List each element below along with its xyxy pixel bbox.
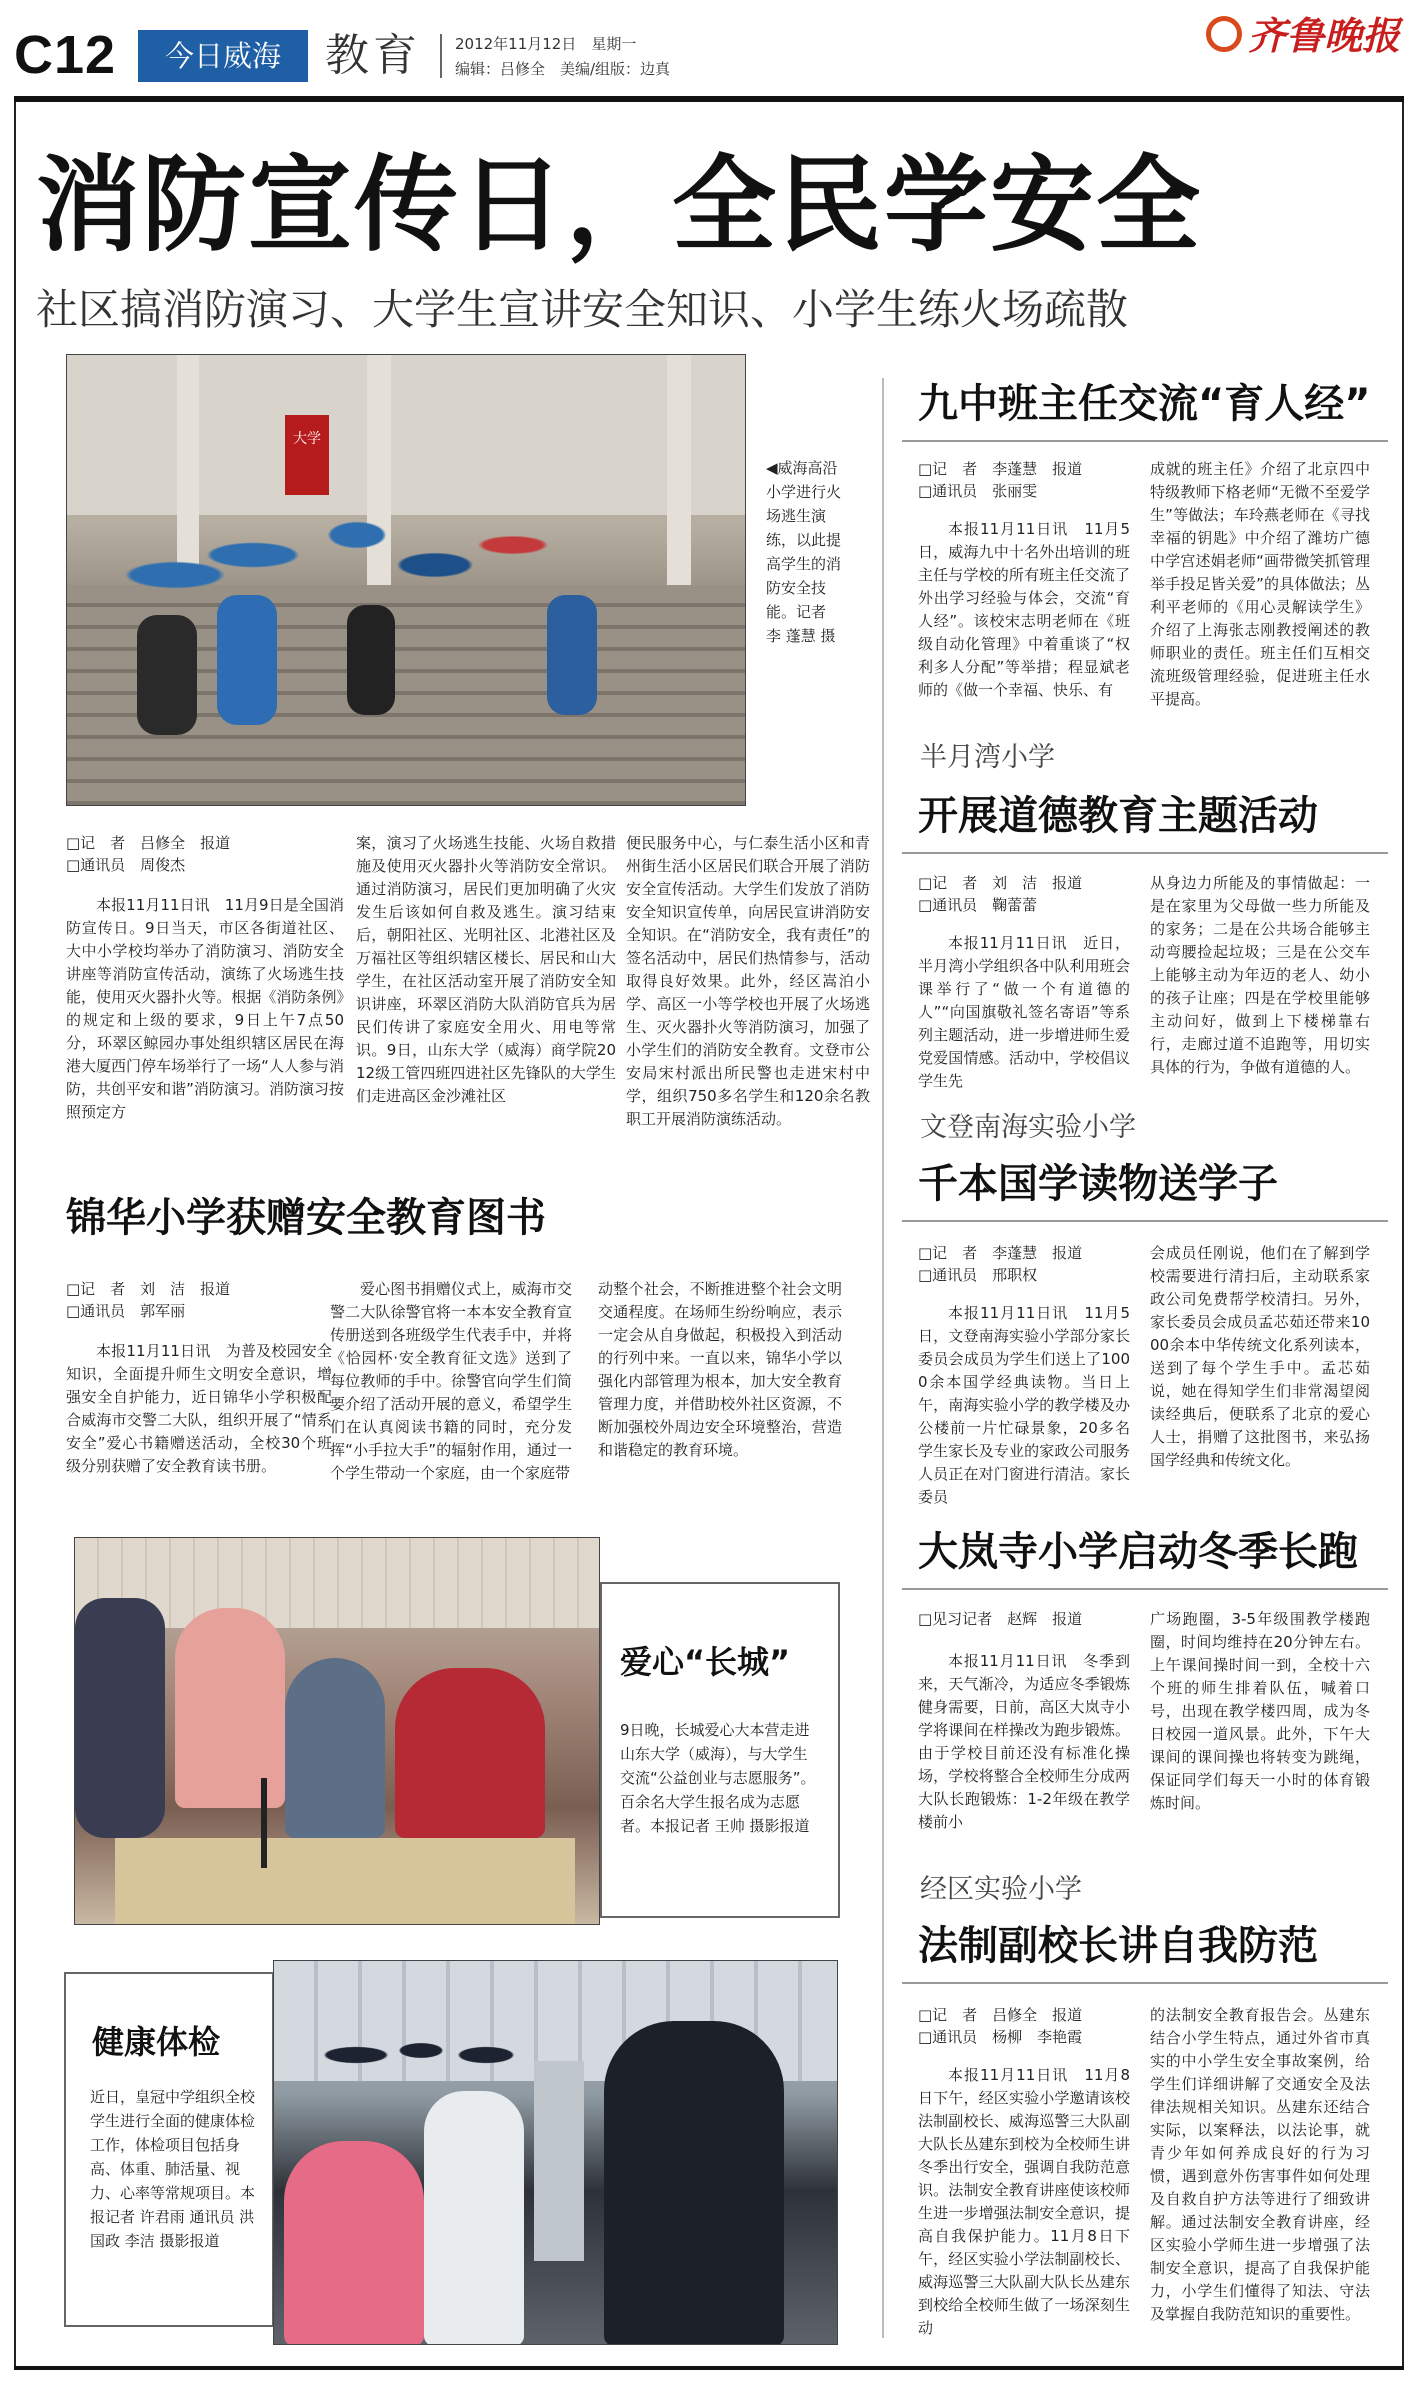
right-article-4-col2: 广场跑圈，3-5年级围教学楼跑圈，时间均维持在20分钟左右。上午课间操时间一到，全校十六个班的师生排着队伍，喊着口号，出现在教学楼四周，成为冬日校园一道风景。此外，下午大课间的课间操也将转变为跳绳，保证同学们每天一小时的体育锻炼时间。	[1150, 1610, 1370, 1812]
byline-correspondent: □通讯员 郭军丽	[66, 1302, 186, 1320]
right-article-2-kicker: 半月湾小学	[920, 742, 1055, 773]
fire-article-col3: 便民服务中心，与仁泰生活小区和青州街生活小区居民们联合开展了消防安全宣传活动。大学生们发放了消防安全知识宣传单，向居民宣讲消防安全知识。在“消防安全，我有责任”的签名活动中，居民们热情参与，活动取得良好效果。此外，经区嵩泊小学、高区一小等学校也开展了火场逃生、灭火器扑火等消防演习，加强了小学生们的消防安全教育。文登市公安局宋村派出所民警也走进宋村中学，组织750多名学生和120余名教职工开展消防演练活动。	[626, 834, 870, 1128]
page-number: C12	[14, 25, 117, 85]
right-article-5-title: 法制副校长讲自我防范	[918, 1923, 1318, 1969]
health-photo-title: 健康体检	[92, 2023, 221, 2061]
books-article-col2: 爱心图书捐赠仪式上，威海市交警二大队徐警官将一本本安全教育宣传册送到各班级学生代表手中，并将《恰园杯·安全教育征文选》送到了每位教师的手中。徐警官向学生们简要介绍了活动开展的意义，希望学生们在认真阅读书籍的同时，充分发挥“小手拉大手”的辐射作用，通过一个学生带动一个家庭，由一个家庭带	[330, 1280, 572, 1482]
right-article-5-col2: 的法制安全教育报告会。丛建东结合小学生特点，通过外省市真实的中小学生安全事故案例，给学生们详细讲解了交通安全及法律法规相关知识。丛建东还结合实际，以案释法，以法论事，就青少年如何养成良好的行为习惯，遇到意外伤害事件如何处理及自救自护方法等进行了细致讲解。通过法制安全教育讲座，经区实验小学师生进一步增强了法制安全意识，提高了自我保护能力，小学生们懂得了知法、守法及掌握自我防范知识的重要性。	[1150, 2006, 1370, 2323]
fire-article-col2: 案，演习了火场逃生技能、火场自救措施及使用灭火器扑火等消防安全常识。通过消防演习，居民们更加明确了火灾发生后该如何自救及逃生。演习结束后，朝阳社区、光明社区、北港社区及万福社区等组织辖区楼长、居民和山大学生，在社区活动室开展了消防安全知识讲座，环翠区消防大队消防官兵为居民们传讲了家庭安全用火、用电等常识。9日，山东大学（威海）商学院2012级工管四班四进社区先锋队的大学生们走进高区金沙滩社区	[356, 834, 616, 1105]
right-article-4-col1: 本报11月11日讯 冬季到来，天气渐冷，为适应冬季锻炼健身需要，日前，高区大岚寺小学将课间在样操改为跑步锻炼。由于学校目前还没有标准化操场，学校将整合全校师生分成两大队长跑锻炼：1-2年级在教学楼前小	[918, 1652, 1130, 1831]
volunteer-person	[285, 1658, 385, 1838]
spirometer	[534, 2061, 584, 2261]
students-queue	[304, 2001, 564, 2091]
section-badge: 今日威海	[138, 30, 308, 82]
right-article-1-title: 九中班主任交流“育人经”	[918, 381, 1371, 427]
right-article-5-col1: 本报11月11日讯 11月8日下午，经区实验小学邀请该校法制副校长、威海巡警三大队副大队长丛建东到校为全校师生讲冬季出行安全，强调自我防范意识。法制安全教育讲座使该校师生进一步增强法制安全意识，提高自我保护能力。11月8日下午，经区实验小学法制副校长、威海巡警三大队副大队长丛建东到校给全校师生做了一场深刻生动	[918, 2066, 1130, 2337]
byline-correspondent: □通讯员 杨柳 李艳霞	[918, 2028, 1083, 2046]
byline-reporter: □记 者 吕修全 报道	[66, 834, 231, 852]
byline-reporter: □见习记者 赵辉 报道	[918, 1610, 1083, 1628]
title-rule	[902, 440, 1388, 442]
volunteer-person	[395, 1668, 545, 1838]
right-article-3-col1: 本报11月11日讯 11月5日，文登南海实验小学部分家长委员会成员为学生们送上了1000余本国学经典读物。当日上午，南海实验小学的教学楼及办公楼前一片忙碌景象，20多名学生家长及专业的家政公司服务人员正在对门窗进行清洁。家长委员	[918, 1304, 1130, 1506]
column-divider	[882, 378, 884, 2338]
title-rule	[902, 852, 1388, 854]
byline-correspondent: □通讯员 鞠蕾蕾	[918, 896, 1038, 914]
right-article-1-col1: 本报11月11日讯 11月5日，威海九中十名外出培训的班主任与学校的所有班主任交流了外出学习经验与体会，交流“育人经”。该校宋志明老师在《班级自动化管理》中着重谈了“权利多人分配”等举措；程显斌老师的《做一个幸福、快乐、有	[918, 520, 1130, 699]
right-article-2-title: 开展道德教育主题活动	[918, 793, 1318, 839]
byline-correspondent: □通讯员 周俊杰	[66, 856, 186, 874]
student-running	[547, 595, 597, 715]
title-rule	[902, 1588, 1388, 1590]
books-article-col3: 动整个社会，不断推进整个社会文明交通程度。在场师生纷纷响应，表示一定会从自身做起，积极投入到活动的行列中来。一直以来，锦华小学以强化内部管理为根本，加大安全教育管理力度，并借助校外社区资源，不断加强校外周边安全环境整治，营造和谐稳定的教育环境。	[598, 1280, 842, 1459]
channel-label: 教育	[325, 30, 421, 81]
issue-date: 2012年11月12日 星期一	[455, 35, 637, 53]
byline-correspondent: □通讯员 邢职权	[918, 1266, 1038, 1284]
bottom-rule	[14, 2366, 1404, 2370]
sub-headline: 社区搞消防演习、大学生宣讲安全知识、小学生练火场疏散	[36, 285, 1129, 334]
student-running	[137, 615, 197, 735]
volunteer-photo-caption: 9日晚，长城爱心大本营走进山东大学（威海），与大学生交流“公益创业与志愿服务”。百余名大学生报名成为志愿者。本报记者 王帅 摄影报道	[620, 1721, 816, 1835]
desk	[115, 1838, 575, 1925]
fire-drill-caption: ◀威海高沿小学进行火场逃生演练，以此提高学生的消防安全技能。记者 李 蓬慧 摄	[766, 459, 842, 645]
right-article-3-title: 千本国学读物送学子	[918, 1161, 1278, 1207]
newspaper-logo	[1200, 8, 1400, 64]
books-article-col1: 本报11月11日讯 为普及校园安全知识，全面提升师生文明安全意识，增强安全自护能力，近日锦华小学积极配合威海市交警二大队，组织开展了“情系安全”爱心书籍赠送活动，全校30个班级分别获赠了安全教育读书册。	[66, 1342, 332, 1475]
student-running	[217, 595, 277, 725]
page-border-left	[14, 102, 16, 2366]
volunteer-person	[175, 1608, 285, 1808]
byline-reporter: □记 者 李蓬慧 报道	[918, 460, 1083, 478]
right-article-2-col2: 从身边力所能及的事情做起：一是在家里为父母做一些力所能及的家务；二是在公共场合能够主动弯腰捡起垃圾；三是在公交车上能够主动为年迈的老人、幼小的孩子让座；四是在学校里能够主动问好，做到上下楼梯靠右行，走廊过道不追跑等，用切实具体的行为，争做有道德的人。	[1150, 874, 1370, 1076]
books-article-title: 锦华小学获赠安全教育图书	[66, 1195, 546, 1241]
student-person	[604, 2021, 784, 2345]
student-running	[347, 605, 395, 715]
red-sign: 大学	[285, 415, 329, 495]
title-rule	[902, 1982, 1388, 1984]
right-article-3-kicker: 文登南海实验小学	[920, 1112, 1136, 1143]
right-article-1-col2: 成就的班主任》介绍了北京四中特级教师下格老师“无微不至爱学生”等做法；车玲燕老师在《寻找幸福的钥匙》中介绍了潍坊广德中学宫述娟老师“画带微笑抓管理 举手投足皆关爱”的具体做法；丛利平老师的《用心灵解读学生》介绍了上海张志刚教授阐述的教师职业的责任。班主任们互相交流班级管理经验，促进班主任水平提高。	[1150, 460, 1386, 708]
byline-reporter: □记 者 刘 洁 报道	[918, 874, 1083, 892]
volunteer-person	[75, 1598, 165, 1838]
microphone-icon	[261, 1778, 267, 1868]
byline-reporter: □记 者 李蓬慧 报道	[918, 1244, 1083, 1262]
fire-drill-photo	[66, 354, 746, 806]
editor-credit: 编辑：吕修全 美编/组版：边真	[455, 60, 671, 78]
nurse-person	[284, 2141, 424, 2345]
main-headline: 消防宣传日，全民学安全	[36, 144, 1203, 266]
masthead-divider	[440, 34, 442, 78]
health-photo-caption: 近日，皇冠中学组织全校学生进行全面的健康体检工作，体检项目包括身高、体重、肺活量、视力、心率等常规项目。本报记者 许君雨 通讯员 洪国政 李洁 摄影报道	[90, 2088, 256, 2250]
byline-reporter: □记 者 吕修全 报道	[918, 2006, 1083, 2024]
right-article-5-kicker: 经区实验小学	[920, 1874, 1082, 1905]
right-article-2-col1: 本报11月11日讯 近日，半月湾小学组织各中队利用班会课举行了“做一个有道德的人”“向国旗敬礼签名寄语”等系列主题活动，进一步增进师生爱党爱国情感。活动中，学校倡议学生先	[918, 934, 1130, 1090]
pillar	[667, 355, 691, 595]
volunteer-photo-title: 爱心“长城”	[620, 1643, 791, 1681]
newspaper-logo-text: 齐鲁晚报	[1248, 13, 1401, 58]
health-check-photo	[273, 1960, 838, 2345]
volunteer-photo	[74, 1537, 600, 1925]
byline-correspondent: □通讯员 张丽雯	[918, 482, 1038, 500]
fire-article-col1: 本报11月11日讯 11月9日是全国消防宣传日。9日当天，市区各街道社区、大中小学校均举办了消防演习、消防安全讲座等消防宣传活动，演练了火场逃生技能，使用灭火器扑火等。根据《消防条例》的规定和上级的要求，9日上午7点50分，环翠区鲸园办事处组织辖区居民在海港大厦西门停车场举行了一场“人人参与消防，共创平安和谐”消防演习。消防演习按照预定方	[66, 896, 344, 1121]
top-rule	[14, 96, 1404, 102]
page-border-right	[1402, 102, 1404, 2366]
student-person	[424, 2091, 524, 2345]
right-article-4-title: 大岚寺小学启动冬季长跑	[918, 1529, 1358, 1575]
right-article-3-col2: 会成员任刚说，他们在了解到学校需要进行清扫后，主动联系家政公司免费帮学校清扫。另外，家长委员会成员孟芯茹还带来1000余本中华传统文化系列读本，送到了每个学生手中。孟芯茹说，她在得知学生们非常渴望阅读经典后，便联系了北京的爱心人士，捐赠了这批图书，来弘扬国学经典和传统文化。	[1150, 1244, 1370, 1469]
title-rule	[902, 1220, 1388, 1222]
byline-reporter: □记 者 刘 洁 报道	[66, 1280, 231, 1298]
